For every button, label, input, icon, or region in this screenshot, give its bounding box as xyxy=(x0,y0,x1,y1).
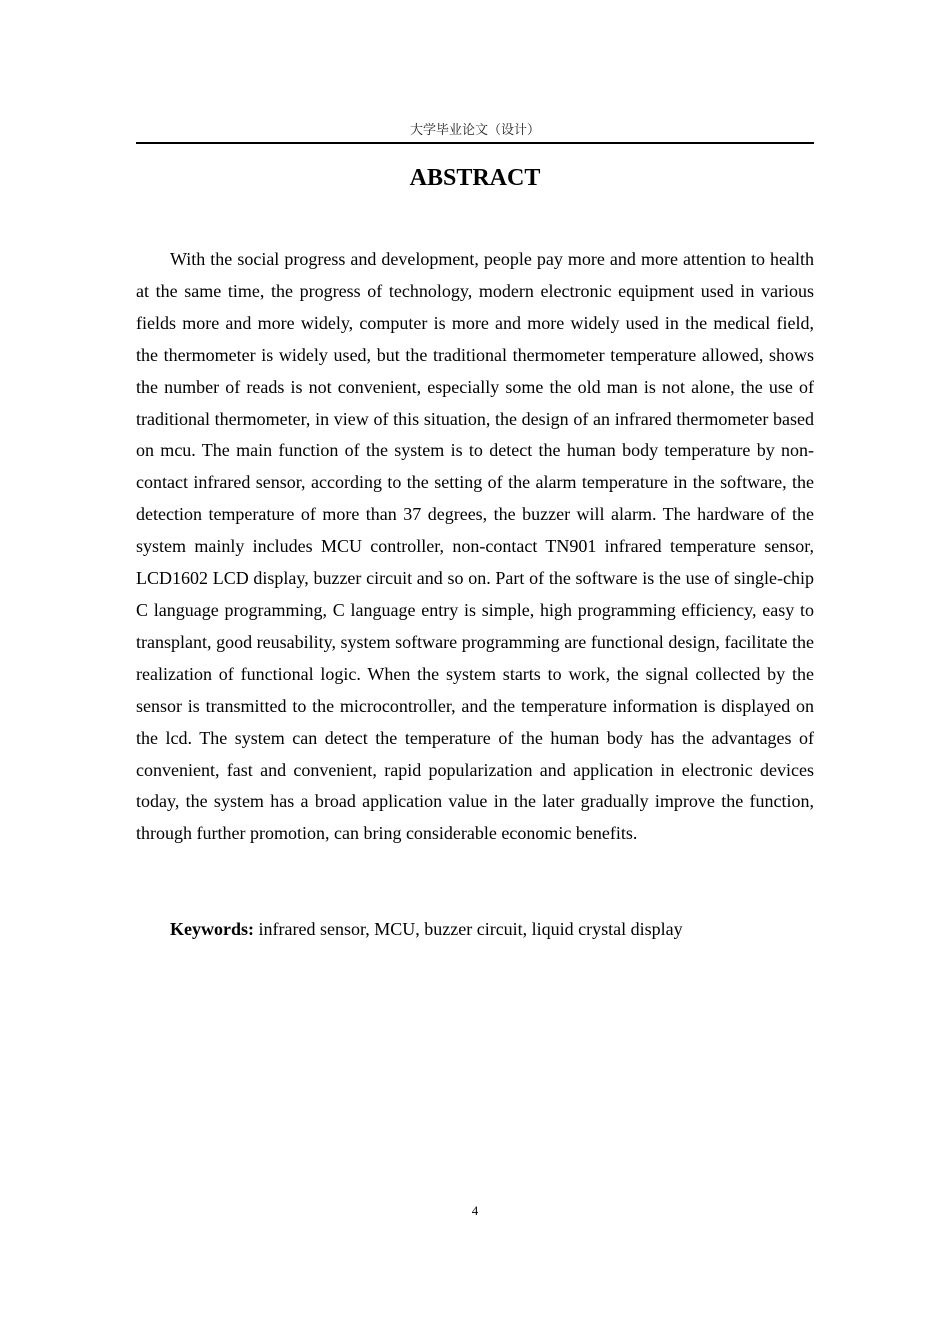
keywords-label: Keywords: xyxy=(170,919,254,939)
keywords-text: infrared sensor, MCU, buzzer circuit, liquid crystal display xyxy=(254,919,683,939)
header-rule xyxy=(136,142,814,144)
running-header: 大学毕业论文（设计） xyxy=(409,123,540,138)
abstract-body: With the social progress and development, people pay more and more attention to health at the same time, the progress of technology, modern electronic equipment used in various fields more and more widely, computer is more and more widely used in the medical field, the thermometer is widely used, but the traditional thermometer temperature allowed, shows the number of reads is not convenient, especially some the old man is not alone, the use of traditional thermometer, in view of this situation, the design of an infrared thermometer based on mcu. The main function of the system is to detect the human body temperature by non-contact infrared sensor, according to the setting of the alarm temperature in the software, the detection temperature of more than 37 degrees, the buzzer will alarm. The hardware of the system mainly includes MCU controller, non-contact TN901 infrared temperature sensor, LCD1602 LCD display, buzzer circuit and so on. Part of the software is the use of single-chip C language programming, C language entry is simple, high programming efficiency, easy to transplant, good reusability, system software programming are functional design, facilitate the realization of functional logic. When the system starts to work, the signal collected by the sensor is transmitted to the microcontroller, and the temperature information is displayed on the lcd. The system can detect the temperature of the human body has the advantages of convenient, fast and convenient, rapid popularization and application in electronic devices today, the system has a broad application value in the later gradually improve the function, through further promotion, can bring considerable economic benefits. xyxy=(136,249,814,844)
keywords-line xyxy=(136,914,814,946)
abstract-title: ABSTRACT xyxy=(409,165,541,191)
page-number: 4 xyxy=(471,1203,479,1218)
